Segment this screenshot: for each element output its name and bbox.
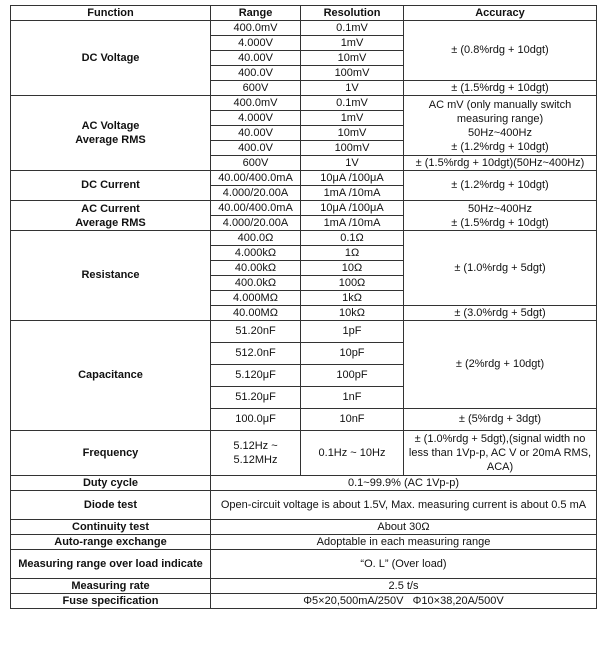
resolution-cell: 1V	[301, 81, 404, 96]
resolution-cell: 10mV	[301, 126, 404, 141]
accuracy-cell: ± (2%rdg + 10dgt)	[404, 321, 597, 409]
header-range: Range	[211, 6, 301, 21]
header-function: Function	[11, 6, 211, 21]
resolution-cell: 100pF	[301, 365, 404, 387]
range-cell: 400.0Ω	[211, 231, 301, 246]
function-diode-test: Diode test	[11, 491, 211, 520]
range-cell: 51.20μF	[211, 387, 301, 409]
table-row	[11, 96, 597, 111]
range-cell: 600V	[211, 156, 301, 171]
accuracy-cell: ± (1.0%rdg + 5dgt)	[404, 231, 597, 306]
function-capacitance: Capacitance	[11, 321, 211, 431]
value-cell: Φ5×20,500mA/250V Φ10×38,20A/500V	[211, 594, 597, 609]
range-cell: 40.00V	[211, 126, 301, 141]
resolution-cell: 0.1mV	[301, 21, 404, 36]
range-cell: 4.000/20.00A	[211, 186, 301, 201]
table-row	[11, 21, 597, 36]
value-cell: Adoptable in each measuring range	[211, 535, 597, 550]
accuracy-cell: ± (1.2%rdg + 10dgt)	[404, 171, 597, 201]
accuracy-cell: ± (1.0%rdg + 5dgt),(signal width no less than 1Vp-p, AC V or 20mA RMS, ACA)	[404, 431, 597, 476]
range-cell: 4.000V	[211, 111, 301, 126]
resolution-cell: 0.1mV	[301, 96, 404, 111]
range-cell: 40.00V	[211, 51, 301, 66]
resolution-cell: 10nF	[301, 409, 404, 431]
resolution-cell: 1mA /10mA	[301, 216, 404, 231]
table-row	[11, 579, 597, 594]
table-row	[11, 550, 597, 579]
resolution-cell: 1kΩ	[301, 291, 404, 306]
function-measuring-rate: Measuring rate	[11, 579, 211, 594]
range-cell: 400.0mV	[211, 21, 301, 36]
function-ac-voltage: AC Voltage Average RMS	[11, 96, 211, 171]
table-row	[11, 476, 597, 491]
range-cell: 51.20nF	[211, 321, 301, 343]
table-row	[11, 491, 597, 520]
accuracy-cell: 50Hz~400Hz ± (1.5%rdg + 10dgt)	[404, 201, 597, 231]
resolution-cell: 1mV	[301, 111, 404, 126]
accuracy-cell: ± (0.8%rdg + 10dgt)	[404, 21, 597, 81]
header-accuracy: Accuracy	[404, 6, 597, 21]
function-fuse: Fuse specification	[11, 594, 211, 609]
table-row	[11, 431, 597, 476]
table-row	[11, 520, 597, 535]
resolution-cell: 1nF	[301, 387, 404, 409]
header-resolution: Resolution	[301, 6, 404, 21]
resolution-cell: 1mV	[301, 36, 404, 51]
value-cell: 2.5 t/s	[211, 579, 597, 594]
range-cell: 40.00MΩ	[211, 306, 301, 321]
resolution-cell: 100mV	[301, 141, 404, 156]
resolution-cell: 0.1Ω	[301, 231, 404, 246]
range-cell: 5.120μF	[211, 365, 301, 387]
function-ac-current: AC Current Average RMS	[11, 201, 211, 231]
value-cell: About 30Ω	[211, 520, 597, 535]
accuracy-cell: ± (1.5%rdg + 10dgt)	[404, 81, 597, 96]
resolution-cell: 10pF	[301, 343, 404, 365]
range-cell: 40.00kΩ	[211, 261, 301, 276]
resolution-cell: 10mV	[301, 51, 404, 66]
table-row	[11, 171, 597, 186]
range-cell: 100.0μF	[211, 409, 301, 431]
range-cell: 400.0kΩ	[211, 276, 301, 291]
range-cell: 4.000MΩ	[211, 291, 301, 306]
value-cell: Open-circuit voltage is about 1.5V, Max. measuring current is about 0.5 mA	[211, 491, 597, 520]
range-cell: 512.0nF	[211, 343, 301, 365]
function-dc-voltage: DC Voltage	[11, 21, 211, 96]
specification-table	[10, 5, 597, 609]
table-row	[11, 231, 597, 246]
table-row	[11, 594, 597, 609]
resolution-cell: 10μA /100μA	[301, 201, 404, 216]
range-cell: 40.00/400.0mA	[211, 201, 301, 216]
range-cell: 40.00/400.0mA	[211, 171, 301, 186]
range-cell: 400.0V	[211, 66, 301, 81]
accuracy-cell: AC mV (only manually switch measuring range) 50Hz~400Hz ± (1.2%rdg + 10dgt)	[404, 96, 597, 156]
range-cell: 4.000V	[211, 36, 301, 51]
range-cell: 4.000/20.00A	[211, 216, 301, 231]
range-cell: 5.12Hz ~ 5.12MHz	[211, 431, 301, 476]
resolution-cell: 10μA /100μA	[301, 171, 404, 186]
resolution-cell: 1pF	[301, 321, 404, 343]
resolution-cell: 10kΩ	[301, 306, 404, 321]
table-row	[11, 201, 597, 216]
resolution-cell: 1V	[301, 156, 404, 171]
function-resistance: Resistance	[11, 231, 211, 321]
table-row	[11, 321, 597, 343]
header-row	[11, 6, 597, 21]
value-cell: “O. L” (Over load)	[211, 550, 597, 579]
table-row	[11, 535, 597, 550]
range-cell: 400.0V	[211, 141, 301, 156]
function-dc-current: DC Current	[11, 171, 211, 201]
function-continuity-test: Continuity test	[11, 520, 211, 535]
function-auto-range: Auto-range exchange	[11, 535, 211, 550]
accuracy-cell: ± (1.5%rdg + 10dgt)(50Hz~400Hz)	[404, 156, 597, 171]
resolution-cell: 100Ω	[301, 276, 404, 291]
resolution-cell: 1Ω	[301, 246, 404, 261]
function-overload: Measuring range over load indicate	[11, 550, 211, 579]
range-cell: 600V	[211, 81, 301, 96]
range-cell: 4.000kΩ	[211, 246, 301, 261]
accuracy-cell: ± (3.0%rdg + 5dgt)	[404, 306, 597, 321]
resolution-cell: 1mA /10mA	[301, 186, 404, 201]
function-duty-cycle: Duty cycle	[11, 476, 211, 491]
value-cell: 0.1~99.9% (AC 1Vp-p)	[211, 476, 597, 491]
range-cell: 400.0mV	[211, 96, 301, 111]
resolution-cell: 0.1Hz ~ 10Hz	[301, 431, 404, 476]
resolution-cell: 10Ω	[301, 261, 404, 276]
accuracy-cell: ± (5%rdg + 3dgt)	[404, 409, 597, 431]
function-frequency: Frequency	[11, 431, 211, 476]
resolution-cell: 100mV	[301, 66, 404, 81]
